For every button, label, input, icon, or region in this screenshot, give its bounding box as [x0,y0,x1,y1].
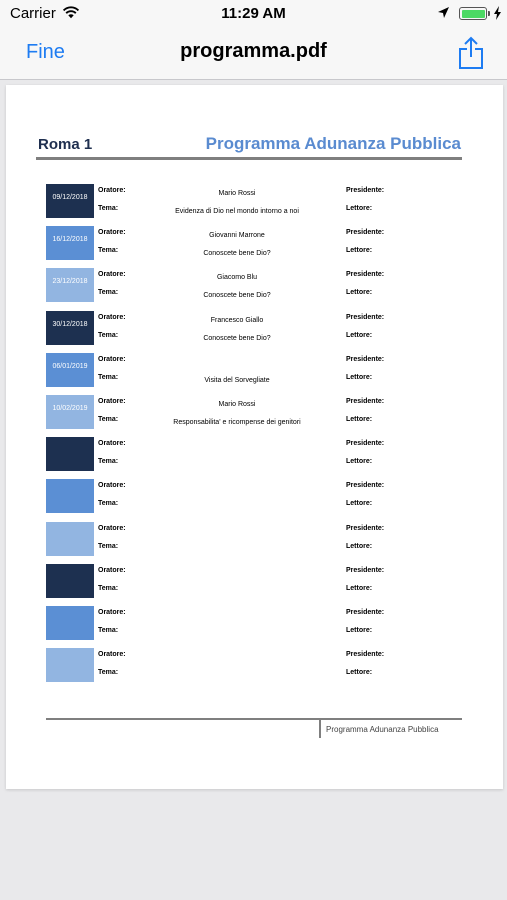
share-icon[interactable] [458,36,484,70]
schedule-row [46,268,466,310]
chair-label: Presidente: [346,229,385,237]
speaker-label: Oratore: [98,355,126,363]
chair-label: Presidente: [346,313,385,321]
speaker-label: Oratore: [98,398,126,405]
reader-label: Lettore: [346,289,373,297]
battery-tip [488,11,490,16]
schedule-row [46,353,466,395]
reader-label: Lettore: [346,584,373,592]
date-swatch [46,564,94,598]
schedule-row [46,564,466,606]
reader-label: Lettore: [346,500,373,508]
date-swatch [46,437,94,471]
schedule-row [46,184,466,226]
navigation-bar [0,28,507,80]
date-swatch [46,311,94,345]
footer-separator [319,720,321,738]
reader-label: Lettore: [346,331,373,339]
date-swatch [46,648,94,682]
theme-value: Conoscete bene Dio? [203,334,271,342]
done-button[interactable]: Fine [26,41,65,63]
reader-label: Lettore: [346,458,373,466]
carrier-label: Carrier [10,5,56,22]
theme-label: Tema: [98,205,119,212]
speaker-label: Oratore: [98,566,126,574]
speaker-label: Oratore: [98,524,126,532]
schedule-row [46,395,466,437]
speaker-value: Giacomo Blu [216,274,258,282]
reader-label: Lettore: [346,669,373,677]
theme-label: Tema: [98,247,119,255]
theme-label: Tema: [98,416,119,423]
speaker-label: Oratore: [98,187,126,194]
date-swatch [46,606,94,640]
speaker-label: Oratore: [98,313,126,321]
speaker-label: Oratore: [98,229,126,237]
reader-label: Lettore: [346,247,373,255]
chair-label: Presidente: [346,609,385,616]
theme-value: Visita del Sorvegliate [204,376,270,384]
theme-value: Conoscete bene Dio? [203,292,271,300]
date-swatch [46,479,94,513]
theme-label: Tema: [98,669,119,677]
speaker-value: Francesco Giallo [210,316,264,324]
status-bar [0,0,507,28]
schedule-row [46,311,466,353]
theme-value: Conoscete bene Dio? [203,250,271,258]
date-swatch [46,226,94,260]
battery-icon [459,7,487,20]
clock: 11:29 AM [221,5,286,22]
date-swatch [46,268,94,302]
pdf-viewer[interactable] [0,81,507,900]
location-arrow-icon [437,6,450,19]
theme-label: Tema: [98,373,119,381]
chair-label: Presidente: [346,440,385,448]
footer-divider [46,718,462,720]
date-swatch [46,522,94,556]
theme-label: Tema: [98,584,119,592]
schedule-row [46,522,466,564]
schedule-row [46,437,466,479]
document-title: programma.pdf [180,40,327,62]
speaker-label: Oratore: [98,482,126,490]
congregation-name: Roma 1 [38,136,93,153]
speaker-value: Giovanni Marrone [209,232,265,240]
chair-label: Presidente: [346,398,385,405]
reader-label: Lettore: [346,627,373,634]
speaker-label: Oratore: [98,271,126,279]
pdf-page [6,85,503,789]
reader-label: Lettore: [346,416,373,423]
theme-value: Evidenza di Dio nel mondo intorno a noi [175,208,299,215]
speaker-label: Oratore: [98,440,126,448]
theme-value: Responsabilita' e ricompense dei genitori [173,419,301,426]
schedule-row [46,648,466,690]
reader-label: Lettore: [346,373,373,381]
theme-label: Tema: [98,331,119,339]
charging-bolt-icon [493,6,502,20]
chair-label: Presidente: [346,482,385,490]
date-swatch [46,395,94,429]
date-swatch [46,184,94,218]
speaker-value: Mario Rossi [218,401,256,408]
row-date: 09/12/2018 [52,194,88,201]
theme-label: Tema: [98,627,119,634]
theme-label: Tema: [98,500,119,508]
schedule-row [46,479,466,521]
chair-label: Presidente: [346,187,385,194]
speaker-label: Oratore: [98,609,126,616]
row-date: 06/01/2019 [52,362,88,370]
header-divider [36,157,462,160]
speaker-label: Oratore: [98,651,126,659]
date-swatch [46,353,94,387]
schedule-row [46,226,466,268]
chair-label: Presidente: [346,651,385,659]
row-date: 10/02/2019 [52,405,88,412]
row-date: 16/12/2018 [52,236,88,244]
theme-label: Tema: [98,458,119,466]
row-date: 23/12/2018 [52,278,88,286]
theme-label: Tema: [98,542,119,550]
chair-label: Presidente: [346,271,385,279]
chair-label: Presidente: [346,355,385,363]
schedule-row [46,606,466,648]
reader-label: Lettore: [346,205,373,212]
speaker-value: Mario Rossi [218,190,256,197]
theme-label: Tema: [98,289,119,297]
reader-label: Lettore: [346,542,373,550]
document-heading: Programma Adunanza Pubblica [205,134,461,153]
chair-label: Presidente: [346,524,385,532]
footer-text: Programma Adunanza Pubblica [326,725,439,734]
row-date: 30/12/2018 [52,320,88,328]
chair-label: Presidente: [346,566,385,574]
